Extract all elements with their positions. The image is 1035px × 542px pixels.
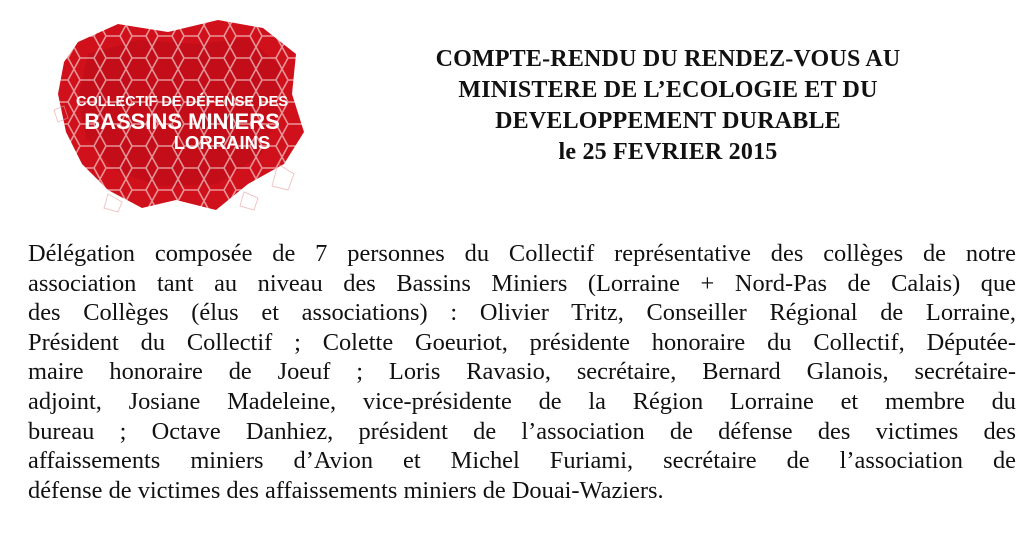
paragraph-line: Délégation composée de 7 personnes du Collectif représentative des collèges de notre	[28, 240, 1016, 267]
paragraph-line: maire honoraire de Joeuf ; Loris Ravasio, secrétaire, Bernard Glanois, secrétaire-	[28, 358, 1016, 386]
paragraph-line: défense de victimes des affaissements miniers de Douai-Waziers.	[28, 476, 664, 504]
logo-graphic	[48, 14, 310, 214]
collectif-logo	[48, 14, 310, 214]
delegation-paragraph	[28, 239, 1016, 505]
logo-line-2: BASSINS MINIERS	[84, 109, 280, 134]
paragraph-line: des Collèges (élus et associations) : Olivier Tritz, Conseiller Régional de Lorraine,	[28, 299, 1016, 327]
title-line-4: le 25 FEVRIER 2015	[558, 139, 778, 165]
paragraph-line: adjoint, Josiane Madeleine, vice-présidente de la Région Lorraine et membre du	[28, 387, 1016, 415]
title-line-2: MINISTERE DE L’ECOLOGIE ET DU	[458, 77, 878, 103]
paragraph-line: association tant au niveau des Bassins Miniers (Lorraine + Nord-Pas de Calais) que	[28, 269, 1016, 297]
title-line-3: DEVELOPPEMENT DURABLE	[495, 108, 841, 134]
title-line-1: COMPTE-RENDU DU RENDEZ-VOUS AU	[435, 46, 901, 72]
logo-line-3: LORRAINS	[173, 132, 271, 153]
logo-line-1: COLLECTIF DE DÉFENSE DES	[76, 94, 288, 110]
paragraph-line: Président du Collectif ; Colette Goeuriot, présidente honoraire du Collectif, Députée-	[28, 328, 1016, 356]
paragraph-line: affaissements miniers d’Avion et Michel Furiami, secrétaire de l’association de	[28, 447, 1016, 475]
document-title	[318, 44, 1018, 168]
paragraph-line: bureau ; Octave Danhiez, président de l’association de défense des victimes des	[28, 417, 1016, 445]
